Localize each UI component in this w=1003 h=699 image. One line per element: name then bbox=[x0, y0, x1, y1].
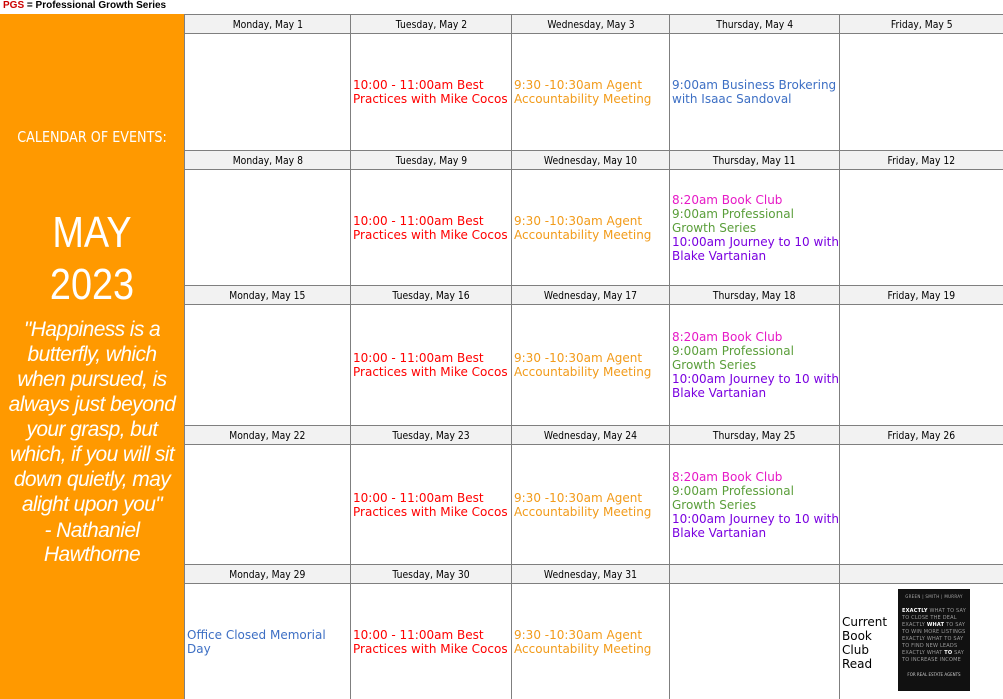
book-club-label: Current Book Club Read bbox=[842, 615, 888, 671]
book-line: TO INCREASE INCOME bbox=[902, 657, 961, 663]
day-cell-monday bbox=[185, 170, 351, 286]
book-line: TO WIN MORE LISTINGS bbox=[902, 629, 966, 635]
day-header: Wednesday, May 31 bbox=[512, 565, 670, 584]
day-header-empty bbox=[840, 565, 1003, 584]
event-professional-growth-series[interactable]: 9:00am Professional Growth Series bbox=[672, 344, 794, 372]
day-header: Friday, May 12 bbox=[840, 151, 1003, 170]
day-cell-tuesday bbox=[351, 170, 512, 286]
day-header: Wednesday, May 3 bbox=[512, 15, 670, 34]
day-cell-monday bbox=[185, 445, 351, 565]
day-header: Friday, May 26 bbox=[840, 426, 1003, 445]
week-header-row bbox=[185, 286, 1003, 305]
day-cell-wednesday bbox=[512, 305, 670, 426]
day-header: Wednesday, May 17 bbox=[512, 286, 670, 305]
event-journey-to-10[interactable]: 10:00am Journey to 10 with Blake Vartanian bbox=[672, 372, 839, 400]
day-cell-wednesday bbox=[512, 34, 670, 151]
day-cell-monday bbox=[185, 584, 351, 699]
day-cell-tuesday bbox=[351, 305, 512, 426]
day-header: Thursday, May 18 bbox=[670, 286, 840, 305]
day-cell-thursday bbox=[670, 34, 840, 151]
book-line: EXACTLY WHAT TO SAY bbox=[902, 650, 965, 656]
week-events-row bbox=[185, 584, 1003, 699]
day-header: Tuesday, May 2 bbox=[351, 15, 512, 34]
event-accountability-meeting[interactable]: 9:30 -10:30am Agent Accountability Meeting bbox=[514, 490, 652, 519]
event-best-practices[interactable]: 10:00 - 11:00am Best Practices with Mike Cocos bbox=[353, 627, 508, 656]
day-header: Monday, May 1 bbox=[185, 15, 351, 34]
book-line: EXACTLY WHAT TO SAY bbox=[902, 636, 964, 642]
legend-abbreviation: PGS bbox=[3, 0, 25, 11]
day-cell-tuesday bbox=[351, 445, 512, 565]
day-cell-empty bbox=[670, 584, 840, 699]
week-header-row bbox=[185, 15, 1003, 34]
day-cell-friday bbox=[840, 34, 1003, 151]
event-professional-growth-series[interactable]: 9:00am Professional Growth Series bbox=[672, 206, 794, 235]
event-best-practices[interactable]: 10:00 - 11:00am Best Practices with Mike Cocos bbox=[353, 351, 508, 379]
day-cell-monday bbox=[185, 34, 351, 151]
day-header: Monday, May 8 bbox=[185, 151, 351, 170]
book-line: TO CLOSE THE DEAL bbox=[902, 615, 957, 621]
week-events-row bbox=[185, 170, 1003, 286]
day-cell-wednesday bbox=[512, 170, 670, 286]
day-header: Monday, May 15 bbox=[185, 286, 351, 305]
day-header: Tuesday, May 16 bbox=[351, 286, 512, 305]
day-cell-friday bbox=[840, 445, 1003, 565]
event-best-practices[interactable]: 10:00 - 11:00am Best Practices with Mike Cocos bbox=[353, 213, 508, 242]
book-footer: FOR REAL ESTATE AGENTS bbox=[907, 672, 961, 677]
event-journey-to-10[interactable]: 10:00am Journey to 10 with Blake Vartanian bbox=[672, 511, 839, 540]
event-professional-growth-series[interactable]: 9:00am Professional Growth Series bbox=[672, 483, 794, 512]
event-accountability-meeting[interactable]: 9:30 -10:30am Agent Accountability Meeting bbox=[514, 78, 652, 106]
day-header: Friday, May 5 bbox=[840, 15, 1003, 34]
book-cover-image[interactable] bbox=[898, 589, 970, 691]
event-business-brokering[interactable]: 9:00am Business Brokering with Isaac Sandoval bbox=[672, 78, 837, 106]
quote-author: - Nathaniel Hawthorne bbox=[43, 519, 141, 566]
event-book-club[interactable]: 8:20am Book Club bbox=[672, 330, 783, 344]
book-line: TO FIND NEW LEADS bbox=[902, 643, 958, 649]
day-cell-thursday bbox=[670, 305, 840, 426]
day-header: Wednesday, May 10 bbox=[512, 151, 670, 170]
calendar-grid bbox=[184, 14, 1003, 699]
day-header: Thursday, May 11 bbox=[670, 151, 840, 170]
week-events-row bbox=[185, 34, 1003, 151]
day-cell-tuesday bbox=[351, 584, 512, 699]
book-line: EXACTLY WHAT TO SAY bbox=[902, 622, 966, 628]
day-cell-wednesday bbox=[512, 584, 670, 699]
event-office-closed[interactable]: Office Closed Memorial Day bbox=[187, 627, 326, 656]
pgs-legend bbox=[0, 0, 166, 13]
month-title: MAY 2023 bbox=[49, 208, 135, 309]
day-cell-wednesday bbox=[512, 445, 670, 565]
week-header-row bbox=[185, 565, 1003, 584]
event-book-club[interactable]: 8:20am Book Club bbox=[672, 192, 783, 207]
week-header-row bbox=[185, 426, 1003, 445]
book-authors: GREEN | SMITH | MURRAY bbox=[905, 594, 963, 599]
calendar-label: CALENDAR OF EVENTS: bbox=[17, 128, 167, 146]
day-header: Monday, May 22 bbox=[185, 426, 351, 445]
event-accountability-meeting[interactable]: 9:30 -10:30am Agent Accountability Meeting bbox=[514, 351, 652, 379]
day-header: Tuesday, May 23 bbox=[351, 426, 512, 445]
book-club-cell bbox=[840, 584, 1003, 699]
day-cell-friday bbox=[840, 305, 1003, 426]
event-best-practices[interactable]: 10:00 - 11:00am Best Practices with Mike Cocos bbox=[353, 78, 508, 106]
day-cell-thursday bbox=[670, 445, 840, 565]
event-book-club[interactable]: 8:20am Book Club bbox=[672, 469, 783, 484]
event-accountability-meeting[interactable]: 9:30 -10:30am Agent Accountability Meeting bbox=[514, 627, 652, 656]
day-header: Thursday, May 25 bbox=[670, 426, 840, 445]
day-header-empty bbox=[670, 565, 840, 584]
day-header: Wednesday, May 24 bbox=[512, 426, 670, 445]
week-header-row bbox=[185, 151, 1003, 170]
day-header: Tuesday, May 30 bbox=[351, 565, 512, 584]
sidebar bbox=[0, 14, 184, 699]
day-header: Friday, May 19 bbox=[840, 286, 1003, 305]
day-header: Tuesday, May 9 bbox=[351, 151, 512, 170]
day-cell-friday bbox=[840, 170, 1003, 286]
quote-text: "Happiness is a butterfly, which when pursued, is always just beyond your grasp, but which, if you will sit down quietly, may alight upon you" bbox=[8, 318, 176, 516]
week-events-row bbox=[185, 445, 1003, 565]
week-events-row bbox=[185, 305, 1003, 426]
day-cell-tuesday bbox=[351, 34, 512, 151]
book-line: EXACTLY WHAT TO SAY bbox=[902, 608, 966, 614]
day-header: Monday, May 29 bbox=[185, 565, 351, 584]
day-cell-thursday bbox=[670, 170, 840, 286]
legend-meaning: = Professional Growth Series bbox=[24, 0, 167, 11]
event-best-practices[interactable]: 10:00 - 11:00am Best Practices with Mike Cocos bbox=[353, 490, 508, 519]
day-header: Thursday, May 4 bbox=[670, 15, 840, 34]
event-journey-to-10[interactable]: 10:00am Journey to 10 with Blake Vartanian bbox=[672, 234, 839, 263]
day-cell-monday bbox=[185, 305, 351, 426]
event-accountability-meeting[interactable]: 9:30 -10:30am Agent Accountability Meeting bbox=[514, 213, 652, 242]
